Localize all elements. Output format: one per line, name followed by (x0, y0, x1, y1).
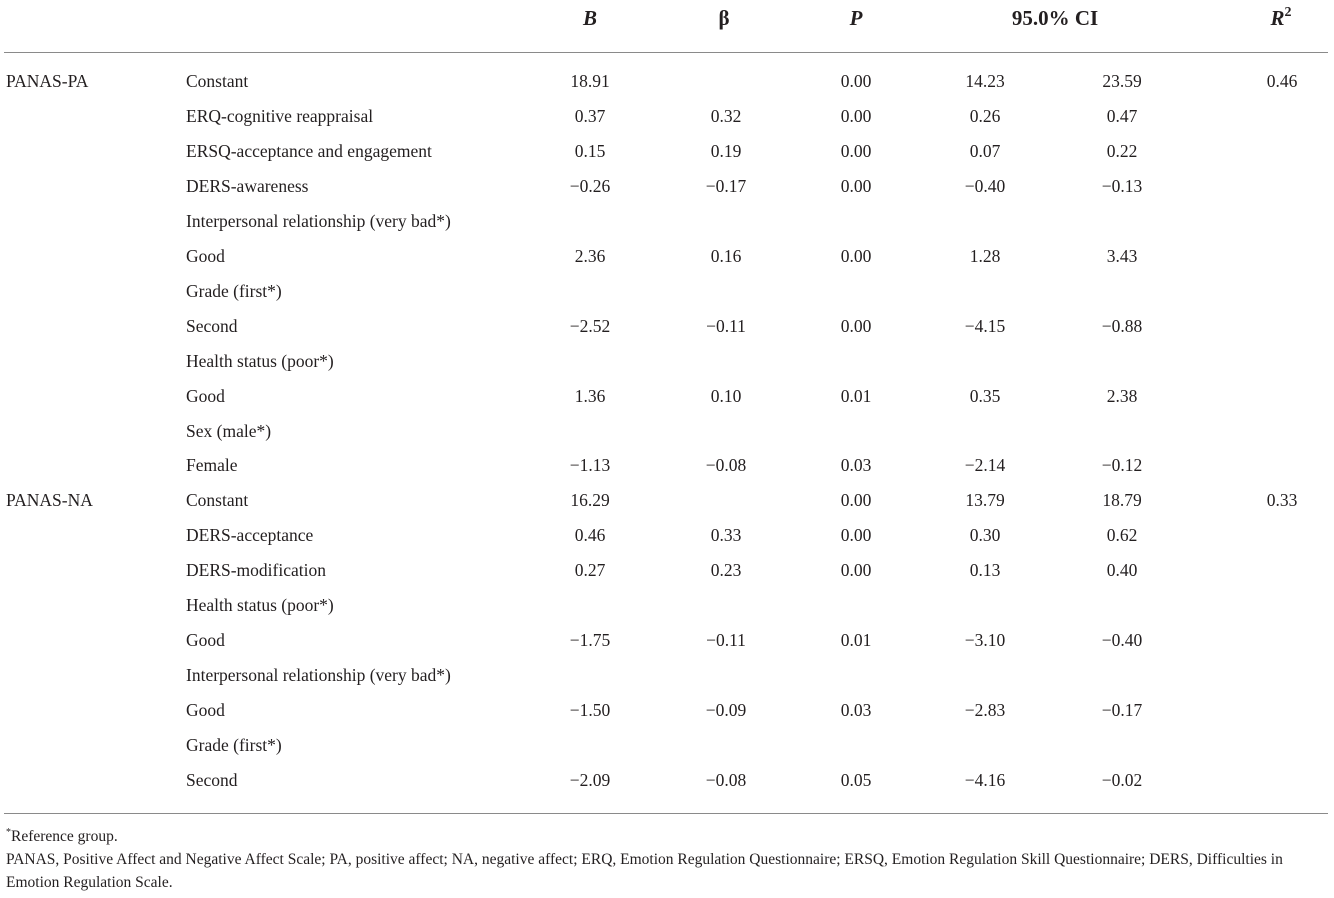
cell-r2: 0.33 (1266, 490, 1298, 511)
cell-ci-high: 0.22 (1106, 140, 1138, 161)
cell-variable: Second (186, 770, 238, 790)
bottom-rule (4, 813, 1328, 814)
cell-ci-high: −0.40 (1101, 630, 1143, 651)
cell-ci-low: 13.79 (965, 490, 1005, 511)
cell-b: 0.15 (574, 140, 606, 161)
cell-variable: Interpersonal relationship (very bad*) (186, 210, 451, 231)
cell-p: 0.00 (840, 71, 872, 91)
table-row (0, 764, 1334, 799)
cell-r2: 0.46 (1266, 71, 1298, 91)
cell-ci-low: −3.10 (964, 630, 1006, 651)
cell-beta: −0.08 (705, 770, 747, 790)
cell-variable: Good (186, 700, 225, 721)
cell-beta: 0.32 (710, 105, 742, 126)
cell-b: −2.09 (569, 770, 611, 790)
cell-p: 0.00 (840, 560, 872, 581)
cell-ci-low: −2.83 (964, 700, 1006, 721)
cell-beta: −0.09 (705, 700, 747, 721)
cell-b: 1.36 (574, 385, 606, 406)
table-row (0, 519, 1334, 554)
cell-ci-high: 23.59 (1102, 71, 1142, 91)
cell-p: 0.01 (840, 630, 872, 651)
cell-variable: DERS-modification (186, 560, 326, 581)
table-row (0, 345, 1334, 380)
cell-variable: Constant (186, 490, 249, 511)
cell-variable: Health status (poor*) (186, 595, 334, 616)
table-row (0, 415, 1334, 450)
cell-variable: ERSQ-acceptance and engagement (186, 140, 432, 161)
cell-beta: −0.17 (705, 175, 747, 196)
table-row (0, 554, 1334, 589)
table-row (0, 135, 1334, 170)
header-r2 (1270, 6, 1291, 31)
cell-ci-high: −0.17 (1101, 700, 1143, 721)
footnote-reference (6, 822, 1328, 849)
cell-ci-low: −4.15 (964, 315, 1006, 336)
cell-variable: Good (186, 245, 225, 266)
cell-b: 0.27 (574, 560, 606, 581)
cell-p: 0.00 (840, 175, 872, 196)
table-row (0, 310, 1334, 345)
table-header-row (0, 0, 1334, 36)
cell-ci-high: 3.43 (1106, 245, 1138, 266)
cell-ci-high: 2.38 (1106, 385, 1138, 406)
cell-b: −2.52 (569, 315, 611, 336)
cell-variable: Grade (first*) (186, 735, 282, 756)
cell-p: 0.01 (840, 385, 872, 406)
cell-beta: −0.11 (706, 315, 746, 336)
cell-b: 0.37 (574, 105, 606, 126)
cell-beta: 0.19 (710, 140, 742, 161)
cell-p: 0.05 (840, 770, 872, 790)
cell-b: 18.91 (570, 71, 610, 91)
cell-ci-high: 0.40 (1106, 560, 1138, 581)
header-rule (4, 52, 1328, 53)
cell-variable: ERQ-cognitive reappraisal (186, 105, 374, 126)
table-row (0, 100, 1334, 135)
table-row (0, 659, 1334, 694)
cell-ci-low: −4.16 (964, 770, 1006, 790)
cell-variable: Sex (male*) (186, 420, 272, 441)
cell-p: 0.00 (840, 490, 872, 511)
cell-b: 0.46 (574, 525, 606, 546)
cell-model: PANAS-NA (6, 490, 93, 511)
cell-beta: −0.08 (705, 455, 747, 476)
cell-p: 0.00 (840, 315, 872, 336)
table-row (0, 275, 1334, 310)
cell-b: −1.50 (569, 700, 611, 721)
cell-ci-low: −0.40 (964, 175, 1006, 196)
table-row (0, 624, 1334, 659)
cell-b: −1.13 (569, 455, 611, 476)
header-ci: 95.0% CI (1011, 6, 1099, 30)
table-row (0, 65, 1334, 100)
cell-beta: 0.33 (710, 525, 742, 546)
cell-ci-high: −0.88 (1101, 315, 1143, 336)
cell-b: −1.75 (569, 630, 611, 651)
header-r2-sup: 2 (1284, 5, 1292, 20)
cell-ci-low: 0.13 (969, 560, 1001, 581)
cell-ci-low: 14.23 (965, 71, 1005, 91)
cell-b: 16.29 (570, 490, 610, 511)
footnote-abbreviations: PANAS, Positive Affect and Negative Affect Scale; PA, positive affect; NA, negative affect; ERQ, Emotion Regulation Questionnaire; ERSQ, Emotion Regulation Skill Questionnaire; DERS, Difficulties in Emotion Regulation Scale. (6, 851, 1283, 891)
cell-variable: Interpersonal relationship (very bad*) (186, 665, 451, 686)
footnote-reference-text: Reference group. (11, 828, 118, 846)
cell-variable: DERS-acceptance (186, 525, 314, 546)
cell-variable: Good (186, 630, 225, 651)
cell-ci-high: 0.62 (1106, 525, 1138, 546)
cell-ci-low: −2.14 (964, 455, 1006, 476)
cell-p: 0.00 (840, 140, 872, 161)
cell-ci-high: −0.13 (1101, 175, 1143, 196)
cell-p: 0.00 (840, 525, 872, 546)
table-row (0, 205, 1334, 240)
cell-variable: Constant (186, 71, 249, 91)
cell-model: PANAS-PA (6, 71, 89, 91)
table-row (0, 170, 1334, 205)
cell-p: 0.03 (840, 455, 872, 476)
cell-ci-low: 0.07 (969, 140, 1001, 161)
cell-beta: 0.10 (710, 385, 742, 406)
cell-variable: DERS-awareness (186, 175, 309, 196)
header-beta: β (718, 6, 730, 30)
cell-p: 0.00 (840, 245, 872, 266)
cell-variable: Second (186, 315, 238, 336)
cell-ci-high: −0.12 (1101, 455, 1143, 476)
cell-ci-low: 0.35 (969, 385, 1001, 406)
cell-ci-low: 0.30 (969, 525, 1001, 546)
cell-b: 2.36 (574, 245, 606, 266)
cell-ci-low: 1.28 (969, 245, 1001, 266)
cell-b: −0.26 (569, 175, 611, 196)
table-row (0, 380, 1334, 415)
cell-ci-high: 18.79 (1102, 490, 1142, 511)
table-row (0, 449, 1334, 484)
header-b: B (582, 6, 598, 30)
cell-p: 0.03 (840, 700, 872, 721)
table-row (0, 484, 1334, 519)
cell-ci-high: −0.02 (1101, 770, 1143, 790)
cell-beta: −0.11 (706, 630, 746, 651)
table-row (0, 729, 1334, 764)
cell-ci-low: 0.26 (969, 105, 1001, 126)
header-p: P (849, 6, 863, 30)
table-row (0, 589, 1334, 624)
table-row (0, 694, 1334, 729)
footnote-marker: * (6, 827, 11, 838)
header-r2-base: R (1270, 6, 1285, 30)
cell-beta: 0.16 (710, 245, 742, 266)
cell-variable: Female (186, 455, 238, 476)
table-row (0, 240, 1334, 275)
cell-ci-high: 0.47 (1106, 105, 1138, 126)
cell-variable: Health status (poor*) (186, 350, 334, 371)
cell-variable: Grade (first*) (186, 280, 282, 301)
cell-beta: 0.23 (710, 560, 742, 581)
cell-variable: Good (186, 385, 225, 406)
cell-p: 0.00 (840, 105, 872, 126)
